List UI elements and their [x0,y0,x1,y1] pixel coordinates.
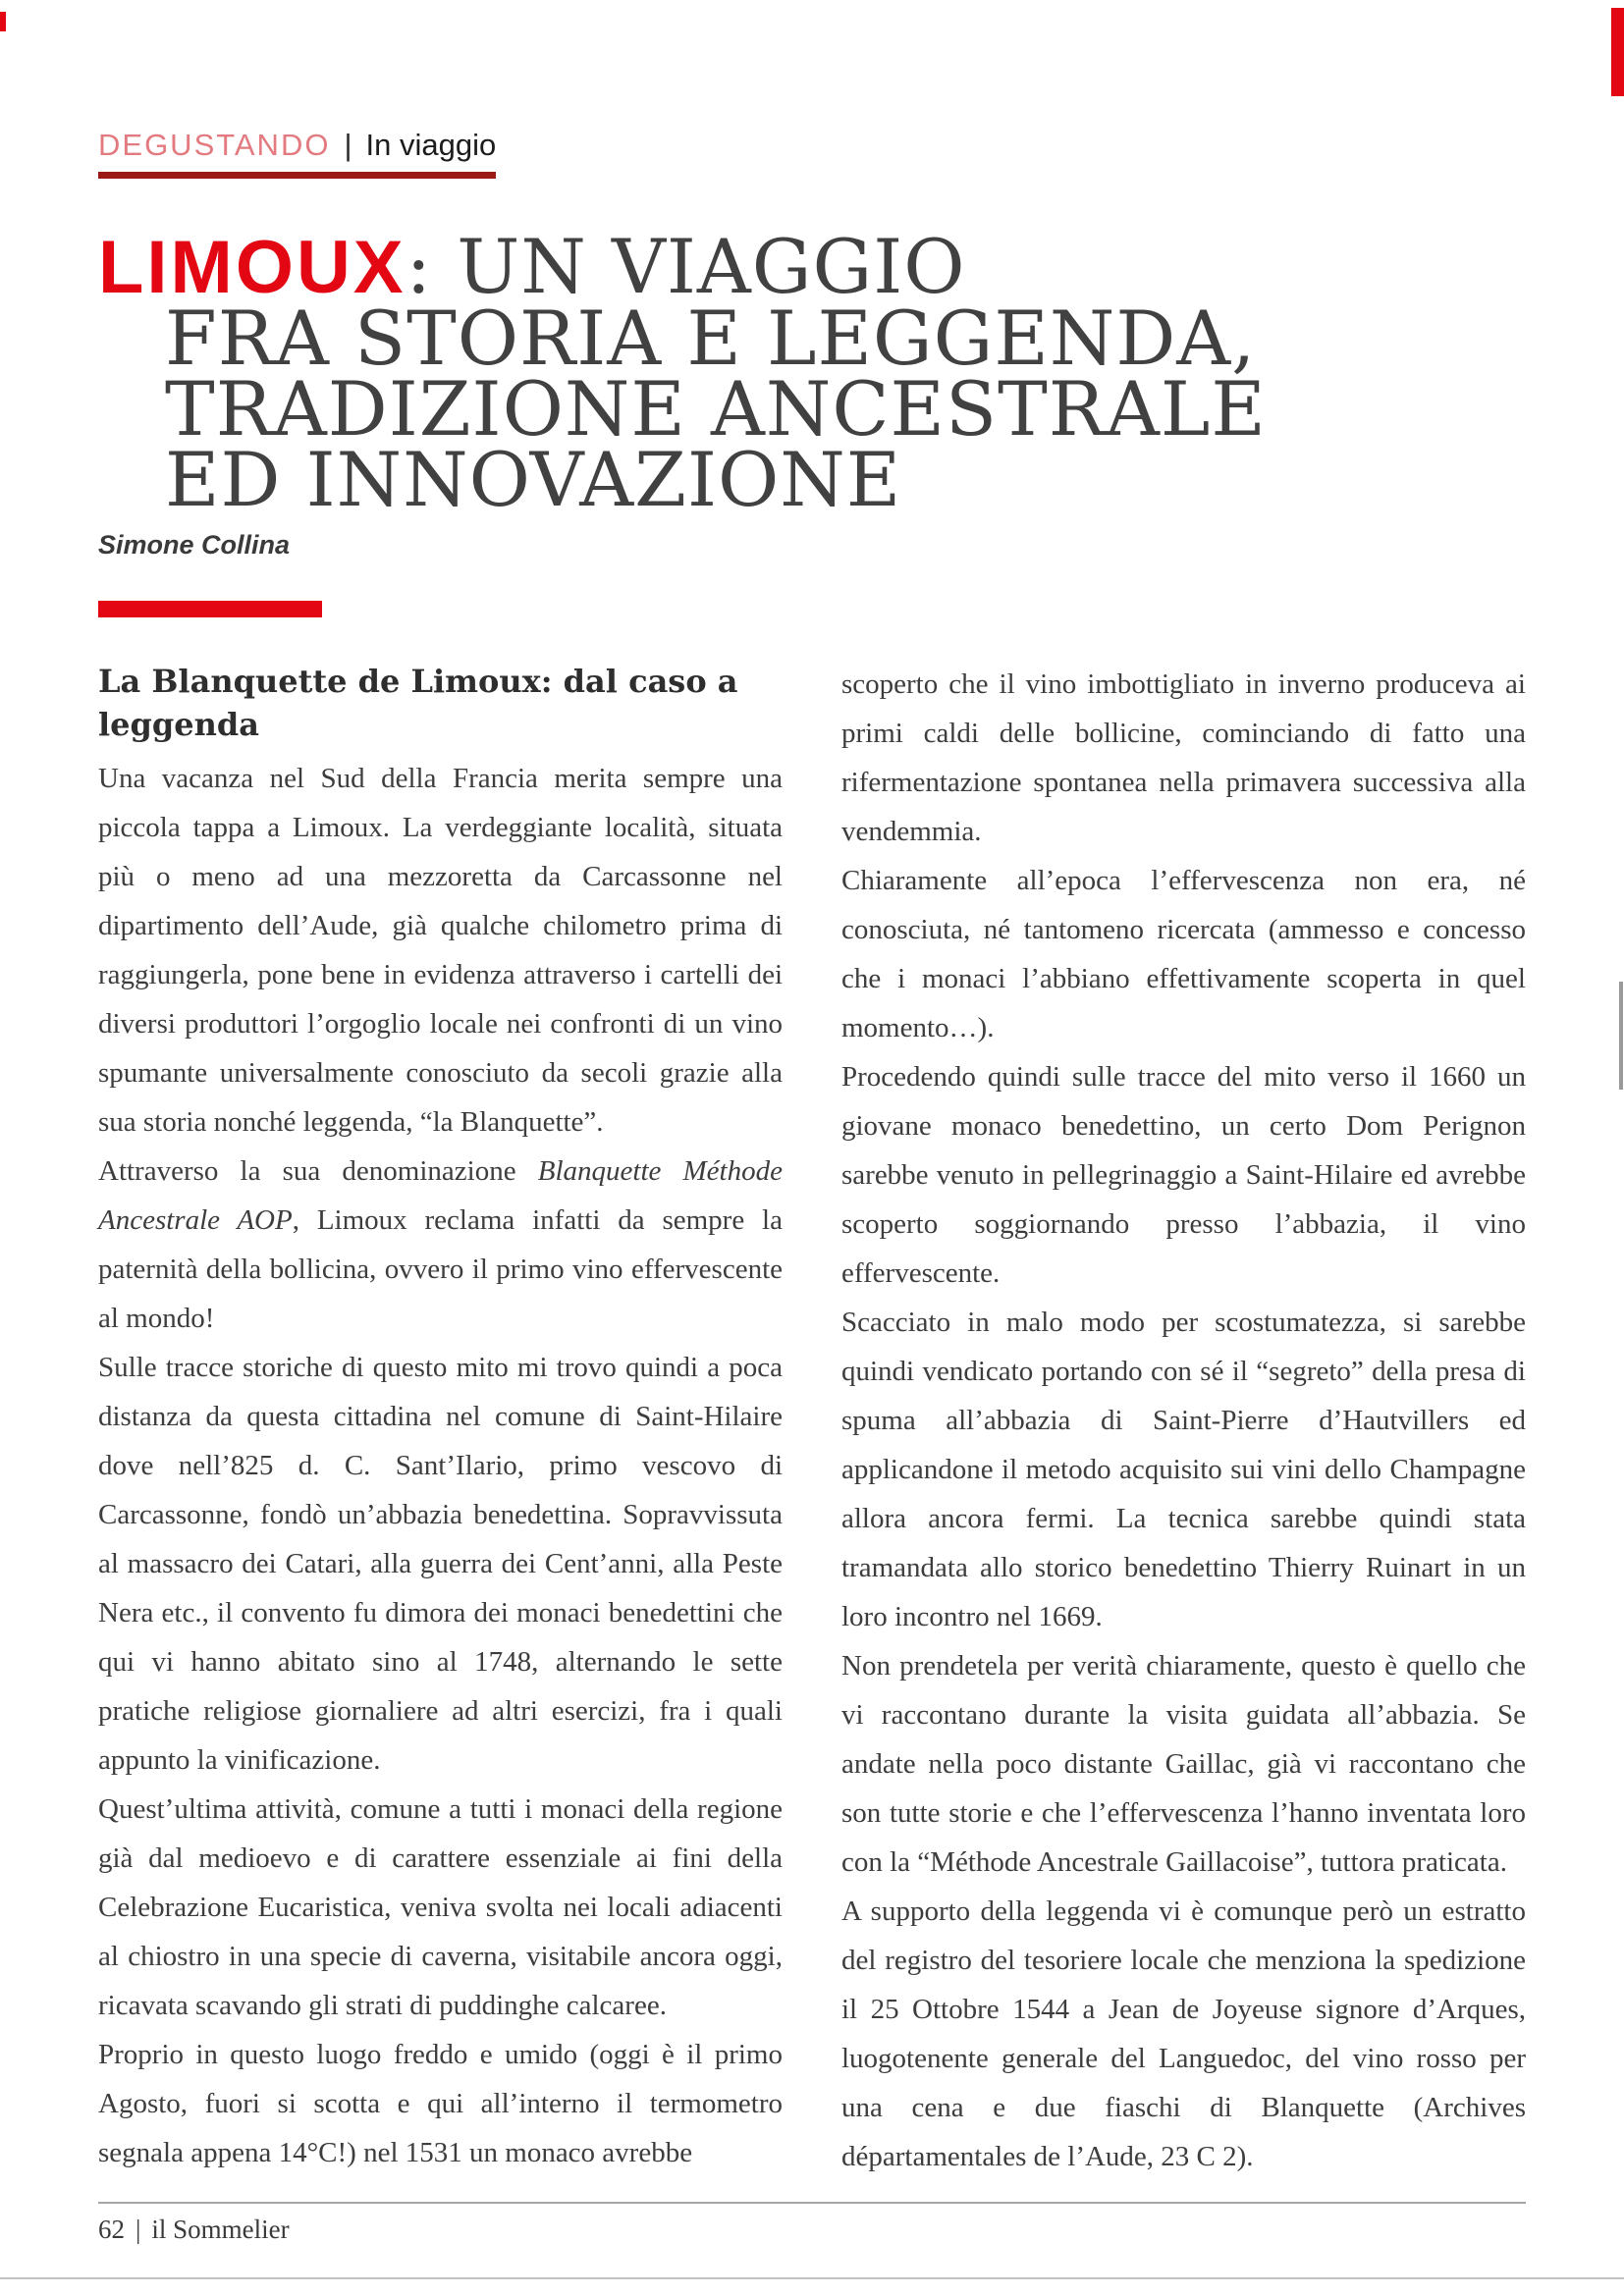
page-footer [98,2215,290,2245]
body-text: Chiaramente all’epoca l’effervescenza non era, né conosciuta, né tantomeno ricercata (ammesso e concesso che i monaci l’abbiano effettivamente scoperta in quel momento…). [841,865,1526,1043]
italic-text: Blanquette Méthode Ancestrale AOP [98,1155,783,1236]
body-text: , Limoux reclama infatti da sempre la paternità della bollicina, ovvero il primo vino effervescente al mondo! [98,1204,783,1334]
title-line1-rest: : UN VIAGGIO [406,223,966,310]
paragraph [841,856,1526,1052]
paragraph [98,1147,783,1343]
paragraph [98,754,783,1147]
paragraph [841,1641,1526,1887]
crop-mark-top-right [1611,8,1624,96]
title-line1 [98,223,1575,310]
article-subheading: La Blanquette de Limoux: dal caso a leggenda [98,663,738,743]
article-body [98,660,1526,2181]
body-text: scoperto che il vino imbottigliato in inverno produceva ai primi caldi delle bollicine, cominciando di fatto una rifermentazione spontanea nella primavera successiva alla vendemmia. [841,668,1526,847]
paragraph [98,1785,783,2030]
section-separator: | [344,128,352,162]
body-text: Quest’ultima attività, comune a tutti i monaci della regione già dal medioevo e di carattere essenziale ai fini della Celebrazione Eucaristica, veniva svolta nei locali adiacenti al chiostro in una specie di caverna, visitabile ancora oggi, ricavata scavando gli strati di puddinghe calcaree. [98,1793,783,2021]
paragraph [841,1052,1526,1298]
body-text: Non prendetela per verità chiaramente, questo è quello che vi raccontano durante la visita guidata all’abbazia. Se andate nella poco distante Gaillac, già vi raccontano che son tutte storie e che l’effervescenza l’hanno inventata loro con la “Méthode Ancestrale Gaillacoise”, tuttora praticata. [841,1650,1526,1878]
binding-mark-right [1619,982,1623,1090]
article-title [98,223,1575,523]
title-brand: LIMOUX [98,226,406,309]
section-header-line [98,128,496,163]
section-subname: In viaggio [365,128,497,162]
body-text: Una vacanza nel Sud della Francia merita sempre una piccola tappa a Limoux. La verdeggiante località, situata più o meno ad una mezzoretta da Carcassonne nel dipartimento dell’Aude, già qualche chilometro prima di raggiungerla, pone bene in evidenza attraverso i cartelli dei diversi produttori l’orgoglio locale nei confronti di un vino spumante universalmente conosciuto da secoli grazie alla sua storia nonché leggenda, “la Blanquette”. [98,763,783,1138]
paragraph [98,2030,783,2177]
footer-separator: | [135,2215,141,2244]
page-bottom-rule [0,2277,1624,2279]
footer-rule [98,2202,1526,2204]
body-text: Sulle tracce storiche di questo mito mi trovo quindi a poca distanza da questa cittadina nel comune di Saint-Hilaire dove nell’825 d. C. Sant’Ilario, primo vescovo di Carcassonne, fondò un’abbazia benedettina. Sopravvissuta al massacro dei Catari, alla guerra dei Cent’anni, alla Peste Nera etc., il convento fu dimora dei monaci benedettini che qui vi hanno abitato sino al 1748, alternando le sette pratiche religiose giornaliere ad altri esercizi, fra i quali appunto la vinificazione. [98,1352,783,1776]
magazine-name: il Sommelier [151,2215,290,2244]
paragraph [841,1887,1526,2181]
title-line2: FRA STORIA E LEGGENDA, [165,294,1257,382]
body-text: A supporto della leggenda vi è comunque però un estratto del registro del tesoriere locale che menziona la spedizione il 25 Ottobre 1544 a Jean de Joyeuse signore d’Arques, luogotenente generale del Languedoc, del vino rosso per una cena e due fiaschi di Blanquette (Archives départamentales de l’Aude, 23 C 2). [841,1896,1526,2172]
page-number: 62 [98,2215,125,2244]
column-right [841,660,1526,2181]
author-name: Simone Collina [98,530,291,560]
crop-mark-top-left [0,12,6,31]
paragraph [98,1343,783,1785]
paragraph [841,660,1526,856]
section-header [98,128,496,179]
body-text: Scacciato in malo modo per scostumatezza, si sarebbe quindi vendicato portando con sé il “segreto” della presa di spuma all’abbazia di Saint-Pierre d’Hautvillers ed applicandone il metodo acquisito sui vini dello Champagne allora ancora fermi. La tecnica sarebbe quindi stata tramandata allo storico benedettino Thierry Ruinart in un loro incontro nel 1669. [841,1307,1526,1632]
column-left [98,660,783,2181]
title-line3: TRADIZIONE ANCESTRALE [165,365,1267,453]
paragraph [841,1298,1526,1641]
body-text: Proprio in questo luogo freddo e umido (oggi è il primo Agosto, fuori si scotta e qui all’interno il termometro segnala appena 14°C!) nel 1531 un monaco avrebbe [98,2039,783,2168]
title-line4: ED INNOVAZIONE [165,436,902,523]
body-text: Attraverso la sua denominazione [98,1155,538,1187]
section-underline [98,172,496,179]
red-divider-bar [98,601,322,617]
section-name: DEGUSTANDO [98,128,331,162]
body-text: Procedendo quindi sulle tracce del mito verso il 1660 un giovane monaco benedettino, un certo Dom Perignon sarebbe venuto in pellegrinaggio a Saint-Hilaire ed avrebbe scoperto soggiornando presso l’abbazia, il vino effervescente. [841,1061,1526,1289]
